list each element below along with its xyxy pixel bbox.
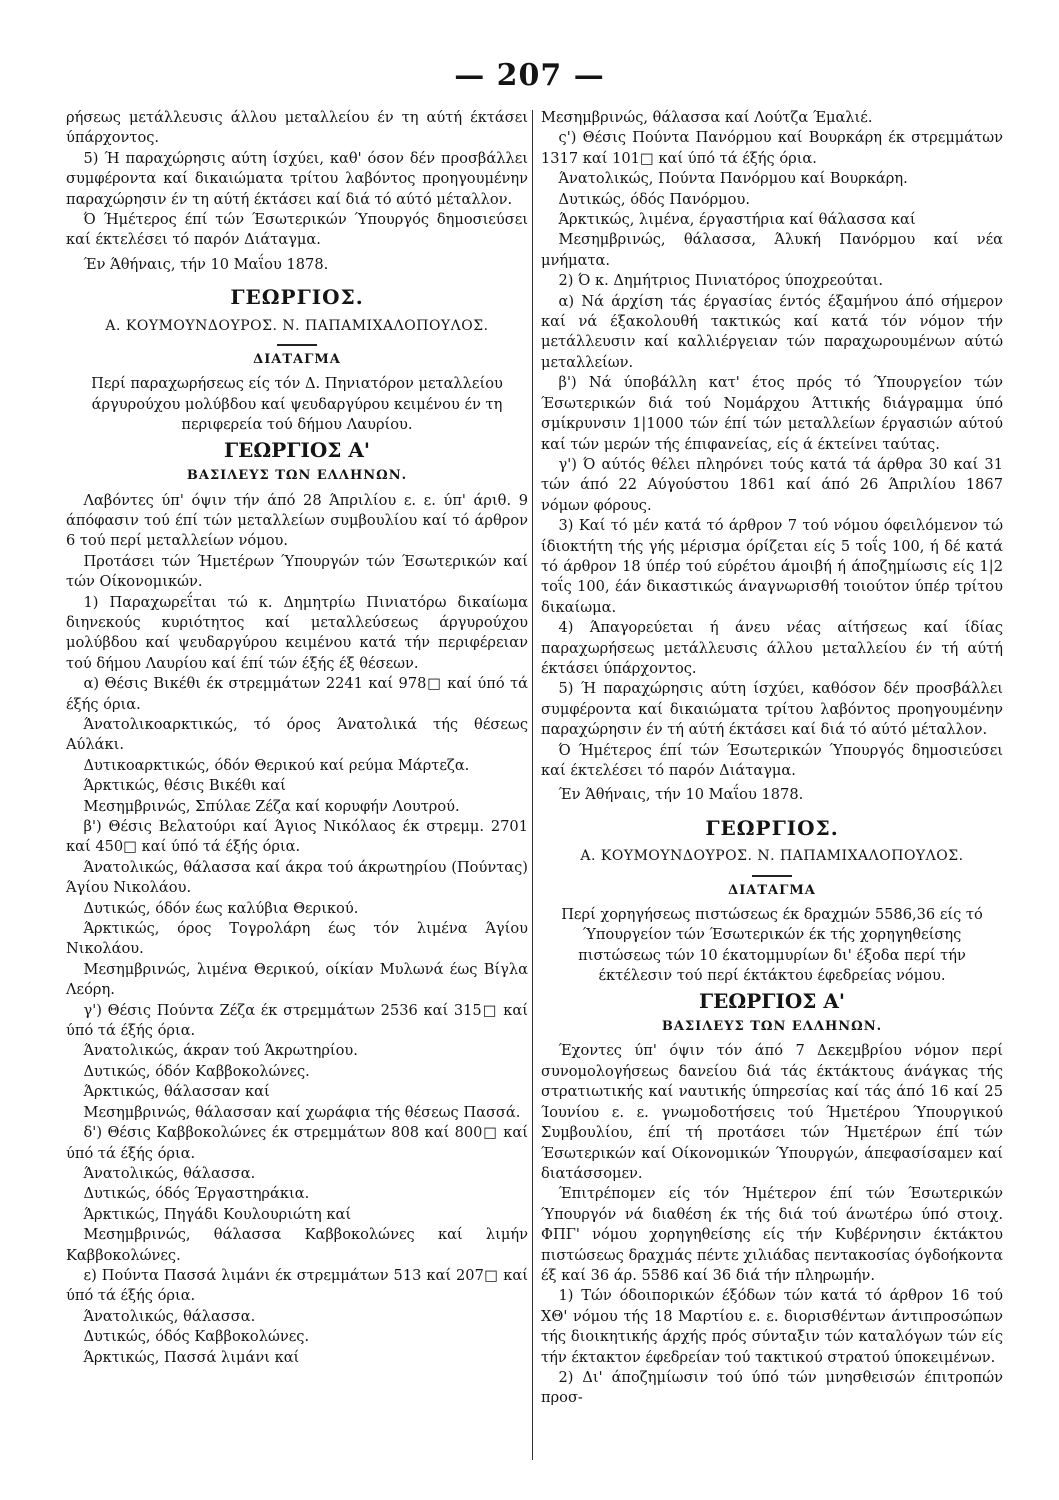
left-paragraph: Άρκτικώς, Πασσά λιμάνι καί [83,1348,300,1366]
right-paragraph: Άνατολικώς, Πούντα Πανόρμου καί Βουρκάρη. [558,170,908,188]
column-divider [532,110,533,1460]
right-paragraph: 2) Ό κ. Δημήτριος Πινιατόρος ύποχρεούται. [558,272,883,290]
left-paragraph: δ') Θέσις Καββοκολώνες έκ στρεμμάτων 808 καί 800□ καί ύπό τά έξής όρια. [66,1124,528,1162]
left-paragraph: α) Θέσις Βικέθι έκ στρεμμάτων 2241 καί 978□ καί ύπό τά έξής όρια. [66,675,528,713]
right-paragraph: Μεσημβρινώς, θάλασσα καί Λούτζα Έμαλιέ. [541,109,873,126]
left-paragraph: Δυτικώς, όδόν έως καλύβια Θερικού. [83,899,359,917]
left-paragraph: Δυτικώς, όδόν Καββοκολώνες. [83,1062,310,1080]
right-paragraph: β') Νά ύποβάλλη κατ' έτος πρός τό Ύπουργείον τών Έσωτερικών διά τού Νομάρχου Άττικής διάγραμμα ύπό σμίκρυνσιν 1|1000 τών έπί τών μεταλλείων έργασιών αύτού καί τών μερών τής έπιφανείας, είς ά έκτείνει ταύτας. [541,374,1003,453]
left-paragraph: 1) Παραχωρεΐται τώ κ. Δημητρίω Πινιατόρω δικαίωμα διηνεκούς κυριότητος καί μεταλλεύσεως άργυρούχου μολύβδου καί ψευδαργύρου κειμένου κατά τήν περιφέρειαν τού δήμου Λαυρίου καί έπί τών έξής έξ θέσεων. [66,593,528,672]
right-paragraph: 1) Τών όδοιπορικών έξόδων τών κατά τό άρθρον 16 τού ΧΘ' νόμου τής 18 Μαρτίου ε. ε. διορισθέντων άντιπροσώπων τής διοικητικής άρχής πρός σύνταξιν τών καταλόγων τών είς τήν έκτακτον έφεδρείαν τού τακτικού στρατού ύποκειμένων. [541,1287,1003,1366]
left-column [66,108,528,1368]
right-paragraph: Άρκτικώς, λιμένα, έργαστήρια καί θάλασσα καί [558,211,916,229]
right-paragraph: ΔΙΑΤΑΓΜΑ [728,882,816,898]
right-column [541,108,1003,1409]
left-paragraph: Α. ΚΟΥΜΟΥΝΔΟΥΡΟΣ. Ν. ΠΑΠΑΜΙΧΑΛΟΠΟΥΛΟΣ. [105,317,489,334]
right-paragraph: Ό Ήμέτερος έπί τών Έσωτερικών Ύπουργός δημοσιεύσει καί έκτελέσει τό παρόν Διάταγμα. [541,741,1003,779]
left-paragraph: Άρκτικώς, Πηγάδι Κουλουριώτη καί [83,1205,352,1223]
right-paragraph: 4) Άπαγορεύεται ή άνευ νέας αίτήσεως καί ίδίας παραχωρήσεως μετάλλευσις άλλου μεταλλείου έν τή αύτή έκτάσει ύπάρχοντος. [541,619,1003,677]
right-paragraph: Α. ΚΟΥΜΟΥΝΔΟΥΡΟΣ. Ν. ΠΑΠΑΜΙΧΑΛΟΠΟΥΛΟΣ. [580,848,964,865]
left-paragraph: ρήσεως μετάλλευσις άλλου μεταλλείου έν τη αύτή έκτάσει ύπάρχοντος. [66,109,528,147]
left-paragraph: Μεσημβρινώς, Σπύλαε Ζέζα καί κορυφήν Λουτρού. [83,797,460,815]
left-paragraph: Άνατολικοαρκτικώς, τό όρος Άνατολικά τής θέσεως Αύλάκι. [66,715,528,754]
left-paragraph: Μεσημβρινώς, θάλασσαν καί χωράφια τής θέσεως Πασσά. [83,1103,521,1121]
left-paragraph: Έν Άθήναις, τήν 10 Μαΐου 1878. [83,255,329,273]
left-paragraph: Λαβόντες ύπ' όψιν τήν άπό 28 Άπριλίου ε. ε. ύπ' άριθ. 9 άπόφασιν τού έπί τών μεταλλείων συμβουλίου καί τό άρθρον 6 τού περί μεταλλείων νόμου. [66,491,528,550]
left-paragraph: ΓΕΩΡΓΙΟΣ. [230,285,364,310]
right-paragraph: α) Νά άρχίση τάς έργασίας έντός έξαμήνου άπό σήμερον καί νά έξακολουθή τακτικώς καί κατά τόν νόμον τήν μετάλλευσιν καί καλλιέργειαν τών παραχωρουμένων αύτώ μεταλλείων. [541,292,1003,371]
right-paragraph: ΒΑΣΙΛΕΥΣ ΤΩΝ ΕΛΛΗΝΩΝ. [661,1019,883,1035]
left-paragraph: Δυτικοαρκτικώς, όδόν Θερικού καί ρεύμα Μάρτεζα. [83,756,470,774]
right-paragraph: ΓΕΩΡΓΙΟΣ Α' [698,988,845,1013]
right-paragraph: 2) Δι' άποζημίωσιν τού ύπό τών μνησθεισών έπιτροπών προσ- [541,1368,1003,1407]
right-paragraph: 5) Ή παραχώρησις αύτη ίσχύει, καθόσον δέν προσβάλλει συμφέροντα καί δικαιώματα τρίτου λαβόντος προηγουμένην παραχώρησιν έν τή αύτή έκτάσει καί διά τό αύτό μέταλλον. [541,680,1003,739]
left-paragraph: γ') Θέσις Πούντα Ζέζα έκ στρεμμάτων 2536 καί 315□ καί ύπό τά έξής όρια. [66,1001,528,1040]
left-paragraph: ΒΑΣΙΛΕΥΣ ΤΩΝ ΕΛΛΗΝΩΝ. [186,468,408,484]
left-paragraph: ΓΕΩΡΓΙΟΣ Α' [223,437,370,462]
right-paragraph: Έχοντες ύπ' όψιν τόν άπό 7 Δεκεμβρίου νόμον περί συνομολογήσεως δανείου διά τάς έκτάκτους άνάγκας τής στρατιωτικής καί ναυτικής ύπηρεσίας καί τάς άπό 16 καί 25 Ίουνίου ε. ε. γνωμοδοτήσεις τού Ήμετέρου Ύπουργικού Συμβουλίου, έπί τή προτάσει τών Ήμετέρων έπί τών Έσωτερικών καί Οίκονομικών Ύπουργών, άπεφασίσαμεν καί διατάσσομεν. [541,1042,1003,1182]
left-paragraph: Προτάσει τών Ήμετέρων Ύπουργών τών Έσωτερικών καί τών Οίκονομικών. [66,552,528,591]
right-paragraph: Περί χορηγήσεως πιστώσεως έκ δραχμών 5586,36 είς τό Ύπουργείον τών Έσωτερικών έκ τής χορηγηθείσης πιστώσεως τών 10 έκατομμυρίων δι' έξοδα περί τήν έκτέλεσιν τού περί έκτάκτου έφεδρείας νόμου. [561,906,983,985]
left-paragraph: 5) Ή παραχώρησις αύτη ίσχύει, καθ' όσον δέν προσβάλλει συμφέροντα καί δικαιώματα τρίτου λαβόντος προηγουμένην παραχώρησιν έν τη αύτή έκτάσει καί διά τό αύτό μέταλλον. [66,149,528,208]
right-paragraph: γ') Ό αύτός θέλει πληρόνει τούς κατά τά άρθρα 30 καί 31 τών άπό 22 Αύγούστου 1861 καί άπό 26 Άπριλίου 1867 νόμων φόρους. [541,455,1003,514]
left-paragraph: Δυτικώς, όδός Έργαστηράκια. [83,1185,310,1203]
page-number: — 207 — [454,58,605,93]
left-paragraph: Μεσημβρινώς, λιμένα Θερικού, οίκίαν Μυλωνά έως Βίγλα Λεόρη. [66,960,528,999]
left-paragraph: Άρκτικώς, θάλασσαν καί [83,1083,270,1101]
left-paragraph: Άνατολικώς, θάλασσα καί άκρα τού άκρωτηρίου (Πούντας) Άγίου Νικολάου. [66,858,528,897]
left-paragraph [277,344,317,346]
right-paragraph: Μεσημβρινώς, θάλασσα, Άλυκή Πανόρμου καί νέα μνήματα. [541,231,1003,269]
left-paragraph: ε) Πούντα Πασσά λιμάνι έκ στρεμμάτων 513 καί 207□ καί ύπό τά έξής όρια. [66,1266,528,1305]
right-paragraph: Έπιτρέπομεν είς τόν Ήμέτερον έπί τών Έσωτερικών Ύπουργόν νά διαθέση έκ τής διά τού άνωτέρω ύπό στοιχ. ΦΠΓ' νόμου χορηγηθείσης είς τήν Κυβέρνησιν έκτάκτου πιστώσεως δραχμάς πέντε χιλιάδας πεντακοσίας όγδοήκοντα έξ καί 36 άρ. 5586 καί 36 διά τήν πληρωμήν. [541,1185,1003,1284]
right-paragraph: Δυτικώς, όδός Πανόρμου. [558,190,750,208]
right-paragraph: ΓΕΩΡΓΙΟΣ. [705,815,839,840]
left-paragraph: Άνατολικώς, θάλασσα. [83,1164,256,1182]
left-paragraph: Άρκτικώς, όρος Τογρολάρη έως τόν λιμένα Άγίου Νικολάου. [66,920,528,958]
right-paragraph: 3) Καί τό μέν κατά τό άρθρον 7 τού νόμου όφειλόμενον τώ ίδιοκτήτη τής γής μέρισμα όρίζεται είς 5 τοΐς 100, ή δέ κατά τό άρθρον 18 ύπέρ τού εύρέτου άμοιβή ή άποζημίωσις είς 1|2 τοΐς 100, έάν δικαστικώς άναγνωρισθή τοιούτον ύπέρ τρίτου δικαίωμα. [541,517,1003,616]
right-paragraph: ς') Θέσις Πούντα Πανόρμου καί Βουρκάρη έκ στρεμμάτων 1317 καί 101□ καί ύπό τά έξής όρια. [541,129,1003,167]
left-paragraph: ΔΙΑΤΑΓΜΑ [253,352,341,368]
left-paragraph: β') Θέσις Βελατούρι καί Άγιος Νικόλαος έκ στρεμμ. 2701 καί 450□ καί ύπό τά έξής όρια. [66,818,528,856]
left-paragraph: Άνατολικώς, άκραν τού Άκρωτηρίου. [83,1042,358,1060]
left-paragraph: Άνατολικώς, θάλασσα. [83,1307,256,1325]
left-paragraph: Άρκτικώς, θέσις Βικέθι καί [83,777,286,795]
left-paragraph: Δυτικώς, όδός Καββοκολώνες. [83,1328,310,1346]
right-paragraph: Έν Άθήναις, τήν 10 Μαΐου 1878. [558,786,804,804]
left-paragraph: Μεσημβρινώς, θάλασσα Καββοκολώνες καί λιμήν Καββοκολώνες. [66,1226,528,1264]
left-paragraph: Περί παραχωρήσεως είς τόν Δ. Πηνιατόρον μεταλλείου άργυρούχου μολύβδου καί ψευδαργύρου κειμένου έν τη περιφερεία τού δήμου Λαυρίου. [91,375,503,434]
right-paragraph [752,875,792,877]
left-paragraph: Ό Ήμέτερος έπί τών Έσωτερικών Ύπουργός δημοσιεύσει καί έκτελέσει τό παρόν Διάταγμα. [66,211,528,249]
